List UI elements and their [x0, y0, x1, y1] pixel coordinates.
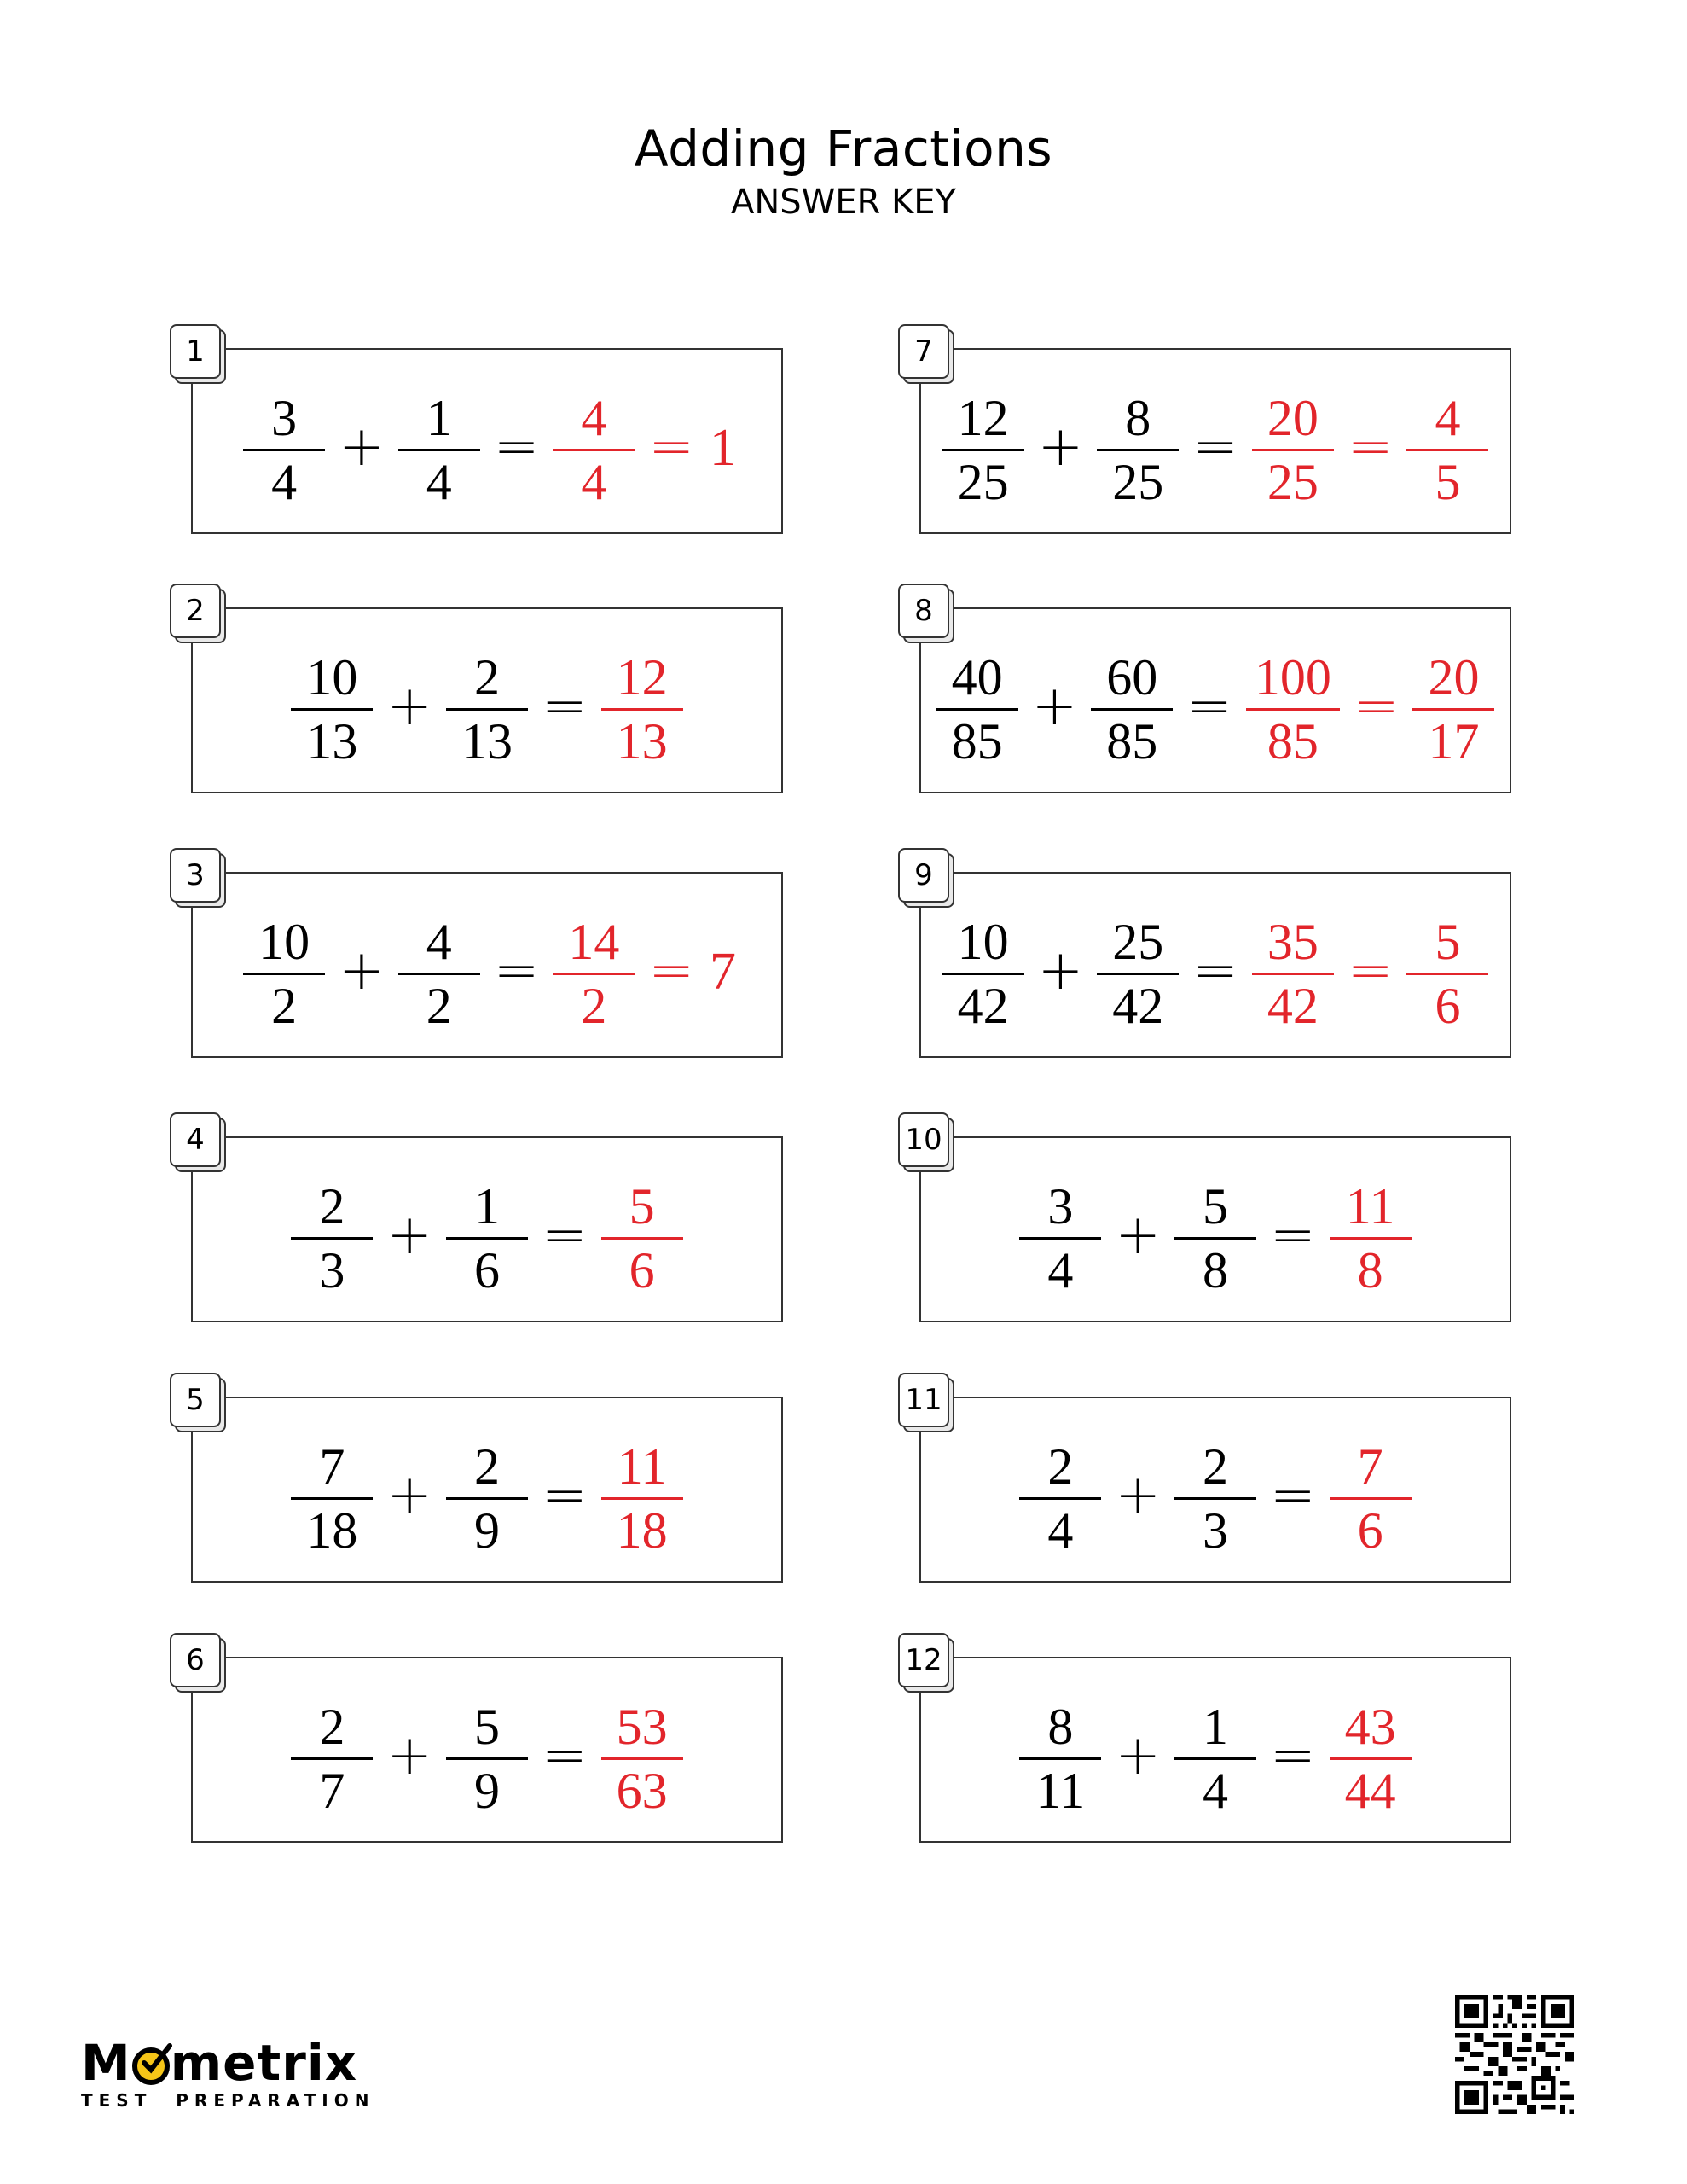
logo-letters-metrix: metrix	[170, 2034, 358, 2092]
problem-card	[186, 334, 783, 534]
addend-fraction-2-denominator: 4	[426, 453, 452, 510]
problem-card	[914, 334, 1511, 534]
sum-fraction	[1246, 647, 1340, 772]
problem-number-badge: 4	[170, 1112, 221, 1167]
plus-sign: +	[386, 1724, 432, 1787]
addend-fraction-1-numerator: 40	[951, 648, 1003, 706]
equals-sign: =	[493, 415, 540, 479]
sum-fraction-denominator: 44	[1344, 1762, 1396, 1819]
sum-fraction	[1252, 911, 1334, 1037]
addend-fraction-2-denominator: 9	[474, 1502, 500, 1559]
simplified-fraction-denominator: 17	[1428, 712, 1480, 770]
plus-sign: +	[1115, 1724, 1161, 1787]
addend-fraction-2-numerator: 25	[1112, 913, 1164, 970]
addend-fraction-2-numerator: 5	[474, 1698, 500, 1755]
sum-fraction-numerator: 11	[1345, 1177, 1395, 1234]
sum-fraction-denominator: 13	[616, 712, 668, 770]
addend-fraction-1	[942, 911, 1024, 1037]
addend-fraction-1-denominator: 11	[1035, 1762, 1086, 1819]
equation	[191, 1674, 783, 1843]
problem-card	[914, 858, 1511, 1058]
addend-fraction-1	[1019, 1696, 1101, 1821]
equals-sign-answer: =	[648, 939, 694, 1002]
equals-sign-answer: =	[1353, 675, 1400, 738]
sum-fraction-numerator: 100	[1254, 648, 1331, 706]
sum-fraction-numerator: 7	[1357, 1438, 1383, 1495]
problem-card	[905, 1123, 1511, 1322]
equation	[191, 889, 783, 1058]
sum-fraction-denominator: 42	[1267, 977, 1319, 1034]
addend-fraction-1-denominator: 4	[1047, 1502, 1074, 1559]
addend-fraction-2	[1091, 647, 1173, 772]
equation	[919, 624, 1511, 793]
addend-fraction-2	[1097, 387, 1179, 513]
equals-sign-answer: =	[648, 415, 694, 479]
sum-fraction-numerator: 5	[629, 1177, 655, 1234]
page-subtitle: ANSWER KEY	[731, 183, 956, 222]
addend-fraction-1-denominator: 7	[319, 1762, 345, 1819]
problem-number-badge: 1	[170, 324, 221, 379]
sum-fraction	[601, 1436, 683, 1561]
addend-fraction-1	[1019, 1176, 1101, 1301]
simplified-fraction-numerator: 5	[1435, 913, 1461, 970]
sum-fraction	[601, 1696, 683, 1821]
simplified-fraction-numerator: 20	[1428, 648, 1480, 706]
sum-fraction-denominator: 85	[1267, 712, 1319, 770]
simplified-whole-number: 1	[709, 418, 736, 477]
sum-fraction-numerator: 11	[617, 1438, 667, 1495]
addend-fraction-2-numerator: 1	[426, 389, 452, 446]
addend-fraction-2-denominator: 2	[426, 977, 452, 1034]
addend-fraction-2	[446, 1436, 528, 1561]
simplified-fraction-denominator: 6	[1435, 977, 1461, 1034]
sum-fraction-denominator: 4	[581, 453, 607, 510]
sum-fraction-denominator: 2	[581, 977, 607, 1034]
sum-fraction	[1330, 1696, 1412, 1821]
addend-fraction-2	[1174, 1696, 1256, 1821]
equals-sign: =	[542, 675, 588, 738]
addend-fraction-1	[291, 1696, 373, 1821]
problem-card	[186, 858, 783, 1058]
addend-fraction-2-denominator: 4	[1203, 1762, 1228, 1819]
problem-card	[905, 1383, 1511, 1583]
addend-fraction-1	[291, 647, 373, 772]
simplified-fraction	[1406, 387, 1488, 513]
addend-fraction-1	[1019, 1436, 1101, 1561]
addend-fraction-1-denominator: 2	[271, 977, 298, 1034]
addend-fraction-2-numerator: 1	[1203, 1698, 1228, 1755]
sum-fraction-denominator: 25	[1267, 453, 1319, 510]
addend-fraction-1	[291, 1436, 373, 1561]
problem-number-badge: 9	[898, 848, 949, 903]
equals-sign: =	[493, 939, 540, 1002]
mometrix-logo	[81, 2034, 375, 2111]
logo-letter-m: M	[81, 2034, 131, 2092]
addend-fraction-1-denominator: 4	[1047, 1241, 1074, 1298]
addend-fraction-1-numerator: 2	[319, 1177, 345, 1234]
addend-fraction-1-numerator: 3	[271, 389, 298, 446]
simplified-fraction-numerator: 4	[1435, 389, 1461, 446]
addend-fraction-2-numerator: 5	[1203, 1177, 1228, 1234]
addend-fraction-2-denominator: 42	[1112, 977, 1164, 1034]
addend-fraction-1-denominator: 18	[306, 1502, 358, 1559]
addend-fraction-1	[942, 387, 1024, 513]
addend-fraction-1	[243, 911, 325, 1037]
equals-sign: =	[1192, 939, 1238, 1002]
addend-fraction-2	[446, 1176, 528, 1301]
addend-fraction-2	[398, 387, 480, 513]
addend-fraction-2	[1174, 1436, 1256, 1561]
addend-fraction-2-denominator: 9	[474, 1762, 500, 1819]
sum-fraction-numerator: 12	[616, 648, 668, 706]
logo-wordmark	[81, 2034, 362, 2092]
addend-fraction-1-denominator: 4	[271, 453, 298, 510]
equals-sign: =	[542, 1724, 588, 1787]
plus-sign: +	[1037, 939, 1084, 1002]
addend-fraction-2	[446, 647, 528, 772]
addend-fraction-1-denominator: 85	[951, 712, 1003, 770]
problem-card	[905, 1643, 1511, 1843]
addend-fraction-1	[936, 647, 1018, 772]
plus-sign: +	[386, 1464, 432, 1527]
addend-fraction-1-denominator: 42	[957, 977, 1009, 1034]
simplified-fraction-denominator: 5	[1435, 453, 1461, 510]
simplified-whole-number: 7	[709, 942, 736, 1001]
addend-fraction-1	[243, 387, 325, 513]
plus-sign: +	[386, 1204, 432, 1267]
checkmark-circle-icon	[132, 2048, 170, 2085]
sum-fraction	[601, 647, 683, 772]
problem-number-badge: 11	[898, 1373, 949, 1427]
addend-fraction-2-denominator: 13	[461, 712, 513, 770]
sum-fraction-numerator: 14	[568, 913, 620, 970]
addend-fraction-1-denominator: 3	[319, 1241, 345, 1298]
equals-sign: =	[1186, 675, 1232, 738]
plus-sign: +	[1115, 1464, 1161, 1527]
problem-number-badge: 5	[170, 1373, 221, 1427]
sum-fraction-denominator: 6	[629, 1241, 655, 1298]
addend-fraction-1	[291, 1176, 373, 1301]
addend-fraction-2-denominator: 25	[1112, 453, 1164, 510]
addend-fraction-1-numerator: 10	[957, 913, 1009, 970]
simplified-fraction	[1412, 647, 1494, 772]
addend-fraction-2	[446, 1696, 528, 1821]
addend-fraction-2-numerator: 4	[426, 913, 452, 970]
equation	[191, 624, 783, 793]
problem-number-badge: 6	[170, 1633, 221, 1687]
addend-fraction-2	[1174, 1176, 1256, 1301]
addend-fraction-1-numerator: 3	[1047, 1177, 1074, 1234]
problem-card	[914, 594, 1511, 793]
addend-fraction-1-denominator: 13	[306, 712, 358, 770]
sum-fraction	[1252, 387, 1334, 513]
addend-fraction-1-numerator: 10	[258, 913, 310, 970]
addend-fraction-2-denominator: 6	[474, 1241, 500, 1298]
problem-number-badge: 7	[898, 324, 949, 379]
addend-fraction-2-numerator: 8	[1125, 389, 1151, 446]
sum-fraction-numerator: 35	[1267, 913, 1319, 970]
sum-fraction	[1330, 1176, 1412, 1301]
addend-fraction-2-denominator: 85	[1106, 712, 1158, 770]
addend-fraction-1-numerator: 7	[319, 1438, 345, 1495]
plus-sign: +	[1037, 415, 1084, 479]
addend-fraction-2-numerator: 2	[1203, 1438, 1228, 1495]
simplified-fraction	[1406, 911, 1488, 1037]
equation	[919, 1153, 1511, 1322]
problem-card	[186, 1643, 783, 1843]
equals-sign: =	[542, 1204, 588, 1267]
sum-fraction	[601, 1176, 683, 1301]
sum-fraction-denominator: 8	[1357, 1241, 1383, 1298]
addend-fraction-2	[1097, 911, 1179, 1037]
equals-sign: =	[1270, 1464, 1316, 1527]
addend-fraction-2-numerator: 2	[474, 1438, 500, 1495]
addend-fraction-2-denominator: 3	[1203, 1502, 1228, 1559]
addend-fraction-2-denominator: 8	[1203, 1241, 1228, 1298]
page-title: Adding Fractions	[634, 119, 1053, 177]
sum-fraction-denominator: 63	[616, 1762, 668, 1819]
sum-fraction-numerator: 4	[581, 389, 607, 446]
addend-fraction-1-denominator: 25	[957, 453, 1009, 510]
problem-card	[186, 594, 783, 793]
equals-sign-answer: =	[1347, 939, 1394, 1002]
problem-card	[186, 1123, 783, 1322]
problem-number-badge: 10	[898, 1112, 949, 1167]
addend-fraction-1-numerator: 12	[957, 389, 1009, 446]
sum-fraction-numerator: 53	[616, 1698, 668, 1755]
equation	[919, 889, 1511, 1058]
problem-number-badge: 3	[170, 848, 221, 903]
addend-fraction-1-numerator: 10	[306, 648, 358, 706]
plus-sign: +	[1115, 1204, 1161, 1267]
problem-card	[186, 1383, 783, 1583]
addend-fraction-1-numerator: 8	[1047, 1698, 1074, 1755]
logo-tagline: TEST PREPARATION	[81, 2090, 375, 2111]
sum-fraction-numerator: 43	[1344, 1698, 1396, 1755]
equation	[919, 1674, 1511, 1843]
addend-fraction-2-numerator: 60	[1106, 648, 1158, 706]
plus-sign: +	[386, 675, 432, 738]
plus-sign: +	[1031, 675, 1078, 738]
sum-fraction	[1330, 1436, 1412, 1561]
sum-fraction	[553, 387, 635, 513]
problem-number-badge: 8	[898, 584, 949, 638]
equals-sign: =	[1192, 415, 1238, 479]
problem-number-badge: 12	[898, 1633, 949, 1687]
problem-number-badge: 2	[170, 584, 221, 638]
sum-fraction-numerator: 20	[1267, 389, 1319, 446]
equation	[919, 1414, 1511, 1583]
sum-fraction	[553, 911, 635, 1037]
addend-fraction-2	[398, 911, 480, 1037]
sum-fraction-denominator: 6	[1357, 1502, 1383, 1559]
qr-code-icon	[1455, 1995, 1574, 2114]
plus-sign: +	[339, 415, 385, 479]
addend-fraction-1-numerator: 2	[1047, 1438, 1074, 1495]
plus-sign: +	[339, 939, 385, 1002]
equals-sign: =	[1270, 1724, 1316, 1787]
equation	[919, 365, 1511, 534]
equation	[191, 1414, 783, 1583]
equals-sign: =	[1270, 1204, 1316, 1267]
equals-sign: =	[542, 1464, 588, 1527]
equals-sign-answer: =	[1347, 415, 1394, 479]
equation	[191, 365, 783, 534]
sum-fraction-denominator: 18	[616, 1502, 668, 1559]
addend-fraction-2-numerator: 1	[474, 1177, 500, 1234]
addend-fraction-2-numerator: 2	[474, 648, 500, 706]
equation	[191, 1153, 783, 1322]
addend-fraction-1-numerator: 2	[319, 1698, 345, 1755]
